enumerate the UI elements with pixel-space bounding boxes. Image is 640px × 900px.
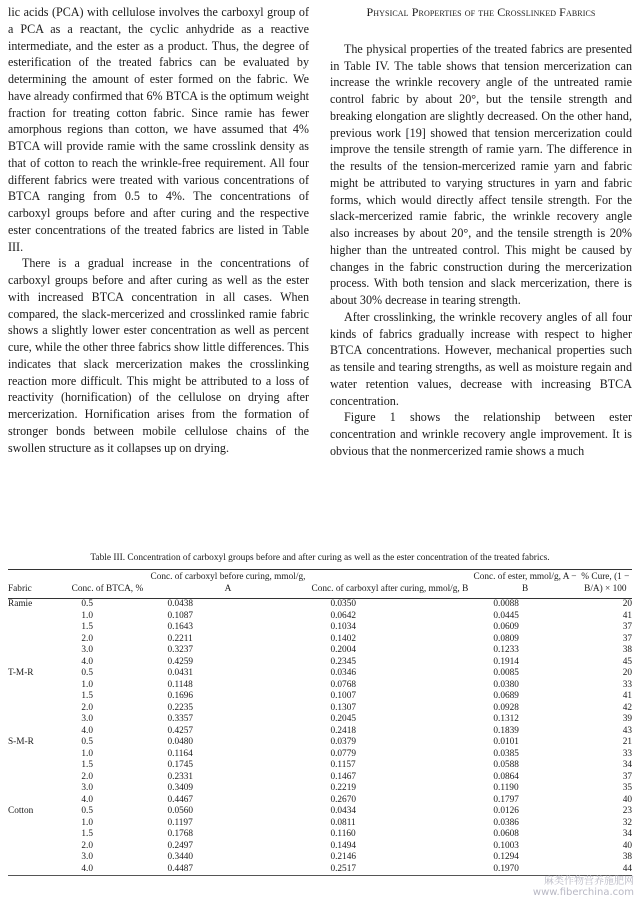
cell-fabric: [8, 611, 67, 623]
cell-btca: 0.5: [81, 668, 93, 678]
cell-cure: 37: [622, 622, 632, 632]
cell-fabric: [8, 622, 67, 634]
table-row: [8, 795, 632, 807]
cell-ester: 0.0380: [493, 679, 519, 690]
table-row: [8, 599, 632, 611]
cell-ester: 0.0928: [493, 702, 519, 713]
cell-carboxyl-after: 0.1402: [330, 633, 357, 644]
cell-cure: 38: [622, 852, 632, 862]
cell-cure: 40: [622, 840, 632, 851]
cell-carboxyl-before: 0.0560: [167, 806, 194, 816]
cell-cure: 20: [622, 668, 632, 678]
cell-fabric: [8, 841, 67, 853]
cell-btca: 4.0: [81, 656, 93, 667]
left-column: [8, 4, 309, 456]
cell-carboxyl-after: 0.2345: [330, 656, 357, 667]
cell-fabric: [8, 772, 67, 784]
cell-carboxyl-after: 0.0768: [330, 679, 357, 690]
cell-ester: 0.0085: [493, 668, 519, 678]
cell-btca: 3.0: [81, 645, 93, 655]
table-row: [8, 622, 632, 634]
cell-cure: 39: [622, 714, 632, 724]
table-row: [8, 680, 632, 692]
cell-ester: 0.0445: [493, 610, 519, 621]
cell-carboxyl-before: 0.2331: [167, 771, 194, 782]
cell-carboxyl-before: 0.3440: [167, 852, 194, 862]
table-row: [8, 806, 632, 818]
table-iii: [8, 552, 632, 876]
cell-fabric: [8, 703, 67, 715]
right-paragraph-2: After crosslinking, the wrinkle recovery angles of all four kinds of fabrics gradually increase with respect to higher BTCA concentrations. However, mechanical properties such as tensile and tearing strengths, as well as moisture regain and water retention values, decrease with increasing BTCA concentration.: [330, 309, 632, 408]
cell-ester: 0.1003: [493, 840, 519, 851]
table-row: [8, 852, 632, 864]
cell-ester: 0.1312: [493, 714, 519, 724]
cell-cure: 34: [622, 760, 632, 770]
cell-carboxyl-before: 0.1745: [167, 760, 194, 770]
cell-carboxyl-before: 0.2211: [167, 633, 193, 644]
cell-carboxyl-after: 0.2418: [330, 725, 357, 736]
cell-carboxyl-before: 0.4259: [167, 656, 194, 667]
cell-fabric: [8, 852, 67, 864]
cell-fabric: [8, 645, 67, 657]
cell-btca: 1.5: [81, 622, 93, 632]
cell-fabric: [8, 818, 67, 830]
cell-ester: 0.0126: [493, 806, 519, 816]
cell-cure: 34: [622, 829, 632, 839]
cell-ester: 0.0088: [493, 599, 519, 609]
table-header-row: [8, 570, 632, 599]
cell-ester: 0.0864: [493, 771, 519, 782]
cell-btca: 2.0: [81, 702, 93, 713]
header-fabric: Fabric: [8, 570, 67, 599]
cell-cure: 44: [579, 864, 632, 876]
cell-btca: 4.0: [81, 725, 93, 736]
cell-ester: 0.0588: [493, 760, 519, 770]
cell-cure: 33: [622, 748, 632, 759]
table-row: [8, 818, 632, 830]
table-row: [8, 714, 632, 726]
header-ester: Conc. of ester, mmol/g, A − B: [471, 570, 578, 599]
cell-carboxyl-after: 0.0346: [330, 668, 357, 678]
cell-fabric: T-M-R: [8, 668, 34, 678]
cell-ester: 0.0101: [493, 737, 519, 747]
cell-ester: 0.0608: [493, 829, 519, 839]
cell-carboxyl-after: 0.0379: [330, 737, 357, 747]
cell-cure: 21: [622, 737, 632, 747]
table-row: [8, 772, 632, 784]
table-row: [8, 841, 632, 853]
cell-carboxyl-before: 0.2235: [167, 702, 194, 713]
cell-carboxyl-after: 0.1034: [330, 622, 357, 632]
cell-cure: 23: [622, 806, 632, 816]
table-row: [8, 737, 632, 749]
cell-ester: 0.1190: [493, 783, 519, 793]
cell-carboxyl-after: 0.1494: [330, 840, 357, 851]
cell-btca: 4.0: [67, 864, 147, 876]
cell-carboxyl-after: 0.0642: [330, 610, 357, 621]
table-row: [8, 634, 632, 646]
cell-carboxyl-after: 0.0434: [330, 806, 357, 816]
table-row: [8, 749, 632, 761]
table-row: [8, 657, 632, 669]
table-row: [8, 760, 632, 772]
cell-carboxyl-before: 0.3357: [167, 714, 194, 724]
cell-carboxyl-before: 0.1197: [167, 817, 193, 828]
cell-fabric: [8, 680, 67, 692]
cell-btca: 2.0: [81, 771, 93, 782]
cell-fabric: [8, 714, 67, 726]
cell-carboxyl-before: 0.1643: [167, 622, 194, 632]
header-carboxyl-before: Conc. of carboxyl before curing, mmol/g, A: [148, 570, 309, 599]
table-row: [8, 703, 632, 715]
cell-cure: 35: [622, 783, 632, 793]
header-btca: Conc. of BTCA, %: [67, 570, 147, 599]
cell-btca: 2.0: [81, 633, 93, 644]
cell-carboxyl-after: 0.1160: [330, 829, 356, 839]
cell-carboxyl-before: 0.4257: [167, 725, 194, 736]
cell-carboxyl-after: 0.2004: [330, 645, 357, 655]
cell-fabric: [8, 760, 67, 772]
cell-btca: 1.0: [81, 610, 93, 621]
cell-cure: 43: [622, 725, 632, 736]
cell-btca: 0.5: [81, 806, 93, 816]
cell-carboxyl-after: 0.2219: [330, 783, 357, 793]
cell-carboxyl-before: 0.1164: [167, 748, 193, 759]
cell-ester: 0.0385: [493, 748, 519, 759]
header-carboxyl-after: Conc. of carboxyl after curing, mmol/g, B: [308, 570, 471, 599]
left-paragraph-1: lic acids (PCA) with cellulose involves the carboxyl group of a PCA as a reactant, the cyclic anhydride as a reactive intermediate, and the ester as a product. Thus, the degree of esterification of the treated fabrics can be evaluated by determining the amount of ester formed on the fabric. We have already confirmed that 6% BTCA is the optimum weight fraction for treating cotton fabric. Since ramie has fewer amorphous regions than cotton, we have assumed that 4% BTCA will provide ramie with the same crosslink density as that of cotton to reach the wrinkle-free requirement. All four different fabrics were treated with various concentrations of BTCA ranging from 0.5 to 4%. The concentrations of carboxyl groups before and after curing and the respective ester concentrations of the treated fabrics are listed in Table III.: [8, 5, 309, 254]
cell-cure: 41: [622, 691, 632, 701]
table-row: [8, 691, 632, 703]
table-row: [8, 783, 632, 795]
cell-carboxyl-after: 0.0811: [330, 817, 356, 828]
cell-ester: 0.0609: [493, 622, 519, 632]
cell-cure: 42: [622, 702, 632, 713]
cell-carboxyl-before: 0.1768: [167, 829, 194, 839]
cell-carboxyl-before: 0.3237: [167, 645, 194, 655]
cell-fabric: [8, 691, 67, 703]
cell-cure: 37: [622, 633, 632, 644]
cell-ester: 0.0689: [493, 691, 519, 701]
cell-btca: 1.0: [81, 817, 93, 828]
watermark-line-1: 麻类作物营养施肥网: [544, 876, 634, 887]
cell-btca: 1.5: [81, 760, 93, 770]
right-column: [330, 4, 632, 460]
table-row: [8, 645, 632, 657]
cell-carboxyl-after: 0.1007: [330, 691, 357, 701]
cell-ester: 0.0386: [493, 817, 519, 828]
cell-btca: 1.5: [81, 829, 93, 839]
table-caption: Table III. Concentration of carboxyl groups before and after curing as well as the ester concentration of the treated fabrics.: [90, 553, 550, 563]
cell-carboxyl-after: 0.1467: [330, 771, 357, 782]
table-row: [8, 726, 632, 738]
cell-fabric: [8, 634, 67, 646]
table-row: [8, 668, 632, 680]
cell-carboxyl-before: 0.2497: [167, 840, 194, 851]
cell-fabric: S-M-R: [8, 737, 34, 747]
watermark: [533, 876, 634, 898]
left-paragraph-2: There is a gradual increase in the concentrations of carboxyl groups before and after curing as well as the ester with increased BTCA concentration in all cases. When compared, the slack-mercerized and crosslinked ramie fabric shows a slightly lower ester concentration as well as percent cure, while the other three fabrics show little differences. This indicates that slack mercerization makes the crosslinking reaction more difficult. This might be attributed to a loss of reactivity (hornification) of the cellulose on drying after mercerization. Hornification arises from the formation of stronger bonds between mobile cellulose chains of the swollen structure as it collapses up on drying.: [8, 256, 309, 455]
right-paragraph-1: The physical properties of the treated fabrics are presented in Table IV. The table shows that tension mercerization can increase the wrinkle recovery angle of the untreated ramie control fabric by about 20°, but the tensile strength and breaking elongation are slightly decreased. On the other hand, previous work [19] showed that tension mercerization could improve the tensile strength of ramie yarn. The difference in the results of the tension-mercerized ramie yarn and fabric might be attributed to varying structures in yarn and fabric forms, which would directly affect tensile strength. For the slack-mercerized ramie fabric, the wrinkle recovery angle also increases by about 20°, and the tensile strength is 20% higher than the untreated control. This might be caused by changes in the fabric construction during the mercerization process. With both tension and slack mercerization, there is about 30% decrease in tearing strength.: [330, 41, 632, 307]
cell-btca: 0.5: [81, 599, 93, 609]
cell-cure: 41: [622, 610, 632, 621]
cell-btca: 1.5: [81, 691, 93, 701]
cell-carboxyl-before: 0.1696: [167, 691, 194, 701]
cell-cure: 37: [622, 771, 632, 782]
table-row: [8, 611, 632, 623]
cell-ester: 0.1970: [471, 864, 578, 876]
cell-carboxyl-before: 0.0438: [167, 599, 194, 609]
cell-carboxyl-before: 0.1148: [167, 679, 193, 690]
cell-carboxyl-before: 0.3409: [167, 783, 194, 793]
cell-carboxyl-before: 0.4467: [167, 794, 194, 805]
cell-cure: 20: [622, 599, 632, 609]
cell-fabric: [8, 657, 67, 669]
cell-ester: 0.1233: [493, 645, 519, 655]
cell-carboxyl-before: 0.0480: [167, 737, 194, 747]
cell-btca: 1.0: [81, 748, 93, 759]
cell-carboxyl-after: 0.2045: [330, 714, 357, 724]
cell-btca: 2.0: [81, 840, 93, 851]
cell-carboxyl-after: 0.1307: [330, 702, 357, 713]
cell-fabric: [8, 783, 67, 795]
table-body: [8, 599, 632, 876]
cell-ester: 0.1294: [493, 852, 519, 862]
cell-fabric: Ramie: [8, 599, 33, 609]
cell-cure: 45: [622, 656, 632, 667]
cell-cure: 33: [622, 679, 632, 690]
cell-carboxyl-after: 0.0779: [330, 748, 357, 759]
data-table: [8, 569, 632, 876]
cell-fabric: Cotton: [8, 806, 34, 816]
cell-cure: 40: [622, 794, 632, 805]
cell-btca: 3.0: [81, 714, 93, 724]
cell-carboxyl-after: 0.1157: [330, 760, 356, 770]
cell-btca: 3.0: [81, 783, 93, 793]
cell-btca: 4.0: [81, 794, 93, 805]
cell-fabric: [8, 829, 67, 841]
table-row: [8, 864, 632, 876]
cell-carboxyl-after: 0.0350: [330, 599, 357, 609]
cell-carboxyl-before: 0.0431: [167, 668, 194, 678]
cell-fabric: [8, 749, 67, 761]
cell-carboxyl-after: 0.2670: [330, 794, 357, 805]
cell-cure: 32: [622, 817, 632, 828]
cell-ester: 0.1839: [493, 725, 519, 736]
cell-btca: 3.0: [81, 852, 93, 862]
cell-carboxyl-after: 0.2146: [330, 852, 357, 862]
cell-ester: 0.1797: [493, 794, 519, 805]
cell-btca: 1.0: [81, 679, 93, 690]
cell-ester: 0.1914: [493, 656, 519, 667]
table-row: [8, 829, 632, 841]
cell-fabric: [8, 795, 67, 807]
cell-btca: 0.5: [81, 737, 93, 747]
section-heading: Physical Properties of the Crosslinked Fabrics: [366, 5, 596, 19]
cell-carboxyl-after: 0.2517: [308, 864, 471, 876]
right-paragraph-3: Figure 1 shows the relationship between ester concentration and wrinkle recovery angle improvement. It is obvious that the nonmercerized ramie shows a much: [330, 410, 632, 458]
cell-fabric: [8, 864, 67, 876]
cell-ester: 0.0809: [493, 633, 519, 644]
cell-carboxyl-before: 0.4487: [148, 864, 309, 876]
header-cure: % Cure, (1 − B/A) × 100: [579, 570, 632, 599]
cell-fabric: [8, 726, 67, 738]
cell-cure: 38: [622, 645, 632, 655]
cell-carboxyl-before: 0.1087: [167, 610, 194, 621]
watermark-line-2: www.fiberchina.com: [532, 887, 634, 898]
